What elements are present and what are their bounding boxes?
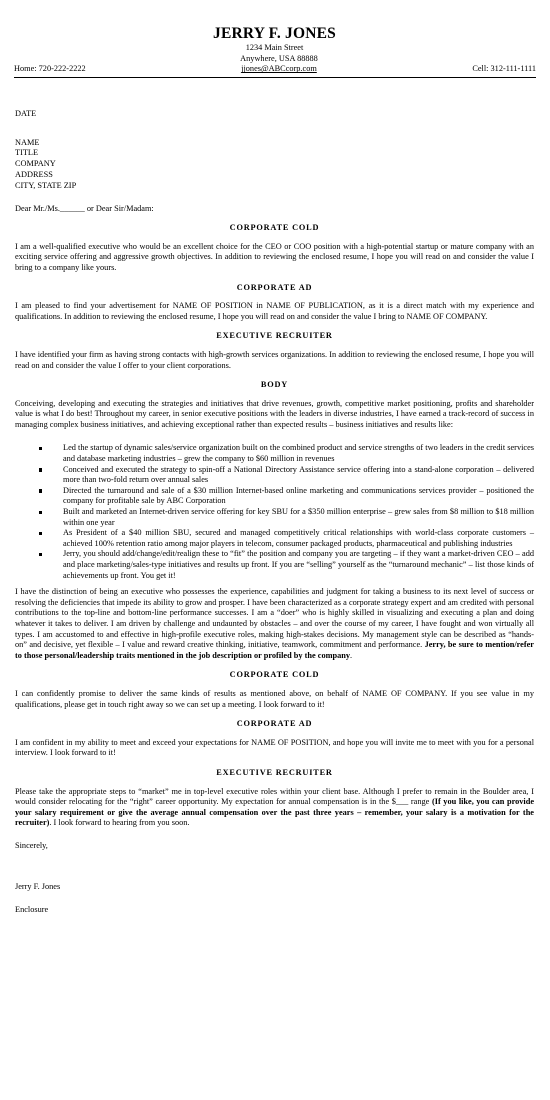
recipient-block — [15, 138, 534, 192]
city-email-block — [240, 54, 318, 75]
intro-corporate-ad: I am pleased to find your advertisement for NAME OF POSITION in NAME OF PUBLICATION, as it is a direct match with my experience and qualifications. In addition to reviewing the enclosed resume, I hope you will read on and consider the value I bring to NAME OF COMPANY. — [15, 301, 534, 321]
bullet-icon — [39, 532, 42, 535]
body-intro: Conceiving, developing and executing the strategies and initiatives that drive revenues, growth, competitive market positioning, profits and shareholder value is what I do best! Throughout my career, in senior executive positions with the leaders in diverse industries, I have earned a track-record of success in managing complex business initiatives, and achieving exceptional rather than expected results – business initiatives and results like: — [15, 398, 534, 429]
section-heading-corporate-ad: CORPORATE AD — [236, 282, 313, 292]
closing-heading-executive-recruiter: EXECUTIVE RECRUITER — [216, 767, 333, 777]
list-item — [39, 486, 534, 507]
signoff: Sincerely, — [15, 840, 48, 850]
contact-row — [14, 54, 536, 78]
bullet-icon — [39, 489, 42, 492]
list-item-text: Built and marketed an Internet-driven service offering for key SBU for a $350 million enterprise – grew sales from $8 million to $18 million within one year — [63, 507, 534, 527]
closing-executive-recruiter — [15, 787, 534, 829]
email-link[interactable]: jjones@ABCcorp.com — [241, 64, 317, 74]
recipient-city-state-zip: CITY, STATE ZIP — [15, 180, 77, 190]
list-item — [39, 507, 534, 528]
recipient-name: NAME — [15, 137, 40, 147]
bullet-icon — [39, 447, 42, 450]
bullet-icon — [39, 511, 42, 514]
cell-phone: Cell: 312-111-1111 — [472, 64, 536, 74]
bullet-icon — [39, 553, 42, 556]
body-closing-text: I have the distinction of being an executive who possesses the experience, capabilities and judgment for taking a business to its next level of success or resolving the deficiencies that impede its ability to grow and prosper. I have been characterized as a corporate strategy expert and am credited with personal contributions to the top-line and bottom-line performance successes. I am a “doer” who is highly skilled in visualizing and executing a plan and doing whatever it takes to deliver. I am driven by challenge and undaunted by obstacles – and over the course of my career, I have fought and won virtually all types. I am accustomed to and effective in high-profile executive roles, making high-stakes decisions. My management style can be described as “hands-on” and decisive, yet flexible – I value and reward creative thinking, initiative, teamwork, commitment and performance. — [15, 587, 534, 650]
section-heading-body: BODY — [260, 380, 289, 390]
list-item — [39, 549, 534, 581]
sender-street: 1234 Main Street — [245, 43, 304, 52]
sender-city: Anywhere, USA 88888 — [240, 53, 318, 63]
recipient-address: ADDRESS — [15, 169, 53, 179]
intro-corporate-cold: I am a well-qualified executive who would be an excellent choice for the CEO or COO position with a high-potential startup or mature company with an exciting service offering and aggressive growth objectives. In addition to reviewing the enclosed resume, I hope you will read on and consider the value I bring to a company like yours. — [15, 241, 534, 272]
recipient-title: TITLE — [15, 148, 39, 158]
recruiter-closing-end: . I look forward to hearing from you soon. — [49, 818, 190, 828]
list-item-text: Conceived and executed the strategy to spin-off a National Directory Assistance service offering into a stand-alone corporation – delivered more than two-fold return over annual sales — [63, 464, 534, 485]
list-item — [39, 443, 534, 464]
list-item-text: Directed the turnaround and sale of a $30 million Internet-based online marketing and communications services provider – positioned the company for profitable sale by ABC Corporation — [63, 485, 534, 506]
list-item — [39, 528, 534, 549]
sender-name: JERRY F. JONES — [213, 25, 336, 42]
recipient-company: COMPANY — [15, 159, 56, 169]
salutation: Dear Mr./Ms.______ or Dear Sir/Madam: — [15, 203, 154, 213]
closing-corporate-cold: I can confidently promise to deliver the same kinds of results as mentioned above, on behalf of NAME OF COMPANY. If you see value in my qualifications, please get in touch right away so we can set up a meeting. I look forward to it! — [15, 688, 534, 709]
signer-name: Jerry F. Jones — [15, 882, 61, 892]
section-heading-executive-recruiter: EXECUTIVE RECRUITER — [216, 331, 333, 341]
body-closing-end: . — [350, 650, 353, 660]
letter-date: DATE — [15, 108, 37, 118]
closing-heading-corporate-cold: CORPORATE COLD — [229, 670, 320, 680]
closing-corporate-ad: I am confident in my ability to meet and exceed your expectations for NAME OF POSITION, and hope you will invite me to meet with you for a personal interview. I look forward to it! — [15, 737, 534, 758]
body-closing-paragraph — [15, 587, 534, 661]
enclosure-note: Enclosure — [15, 905, 49, 915]
achievement-list — [15, 443, 534, 581]
closing-heading-corporate-ad: CORPORATE AD — [236, 719, 313, 729]
recruiter-closing-bold-note: (If you like, you can provide your salary requirement or give the average annual compensation over the past three years – remember, your salary is a motivation for the recruiter) — [15, 797, 534, 828]
list-item-text: Jerry, you should add/change/edit/realign these to “fit” the position and company you are targeting – if they want a market-driven CEO – add and place marketing/sales-type initiatives and results up front. If you are “selling” yourself as the “turnaround mechanic” – list those kinds of achievements up front. You get it! — [63, 549, 534, 580]
recruiter-closing-text: Please take the appropriate steps to “market” me in top-level executive roles within your client base. Although I prefer to remain in the Boulder area, I would consider relocating for the “right” career opportunity. My expectation for annual compensation is in the $___ range — [15, 786, 534, 807]
home-phone: Home: 720-222-2222 — [14, 64, 86, 74]
intro-executive-recruiter: I have identified your firm as having strong contacts with high-growth services organizations. In addition to reviewing the enclosed resume, I hope you will read on and consider the value I offer to your client corporations. — [15, 349, 534, 370]
section-heading-corporate-cold: CORPORATE COLD — [229, 223, 320, 233]
bullet-icon — [39, 468, 42, 471]
body-closing-bold-note: Jerry, be sure to mention/refer to those personal/leadership traits mentioned in the job description or profiled by the company — [15, 640, 534, 660]
list-item — [39, 465, 534, 486]
list-item-text: Led the startup of dynamic sales/service organization built on the combined product and service strengths of two leaders in the credit services and database marketing industries – grew the company to $60 million in revenues — [63, 443, 534, 464]
list-item-text: As President of a $40 million SBU, secured and managed competitively critical relationships with world-class corporate customers – achieved 100% retention ratio among major players in telecom, consumer packaged products, pharmaceutical and publishing industries — [63, 528, 534, 548]
